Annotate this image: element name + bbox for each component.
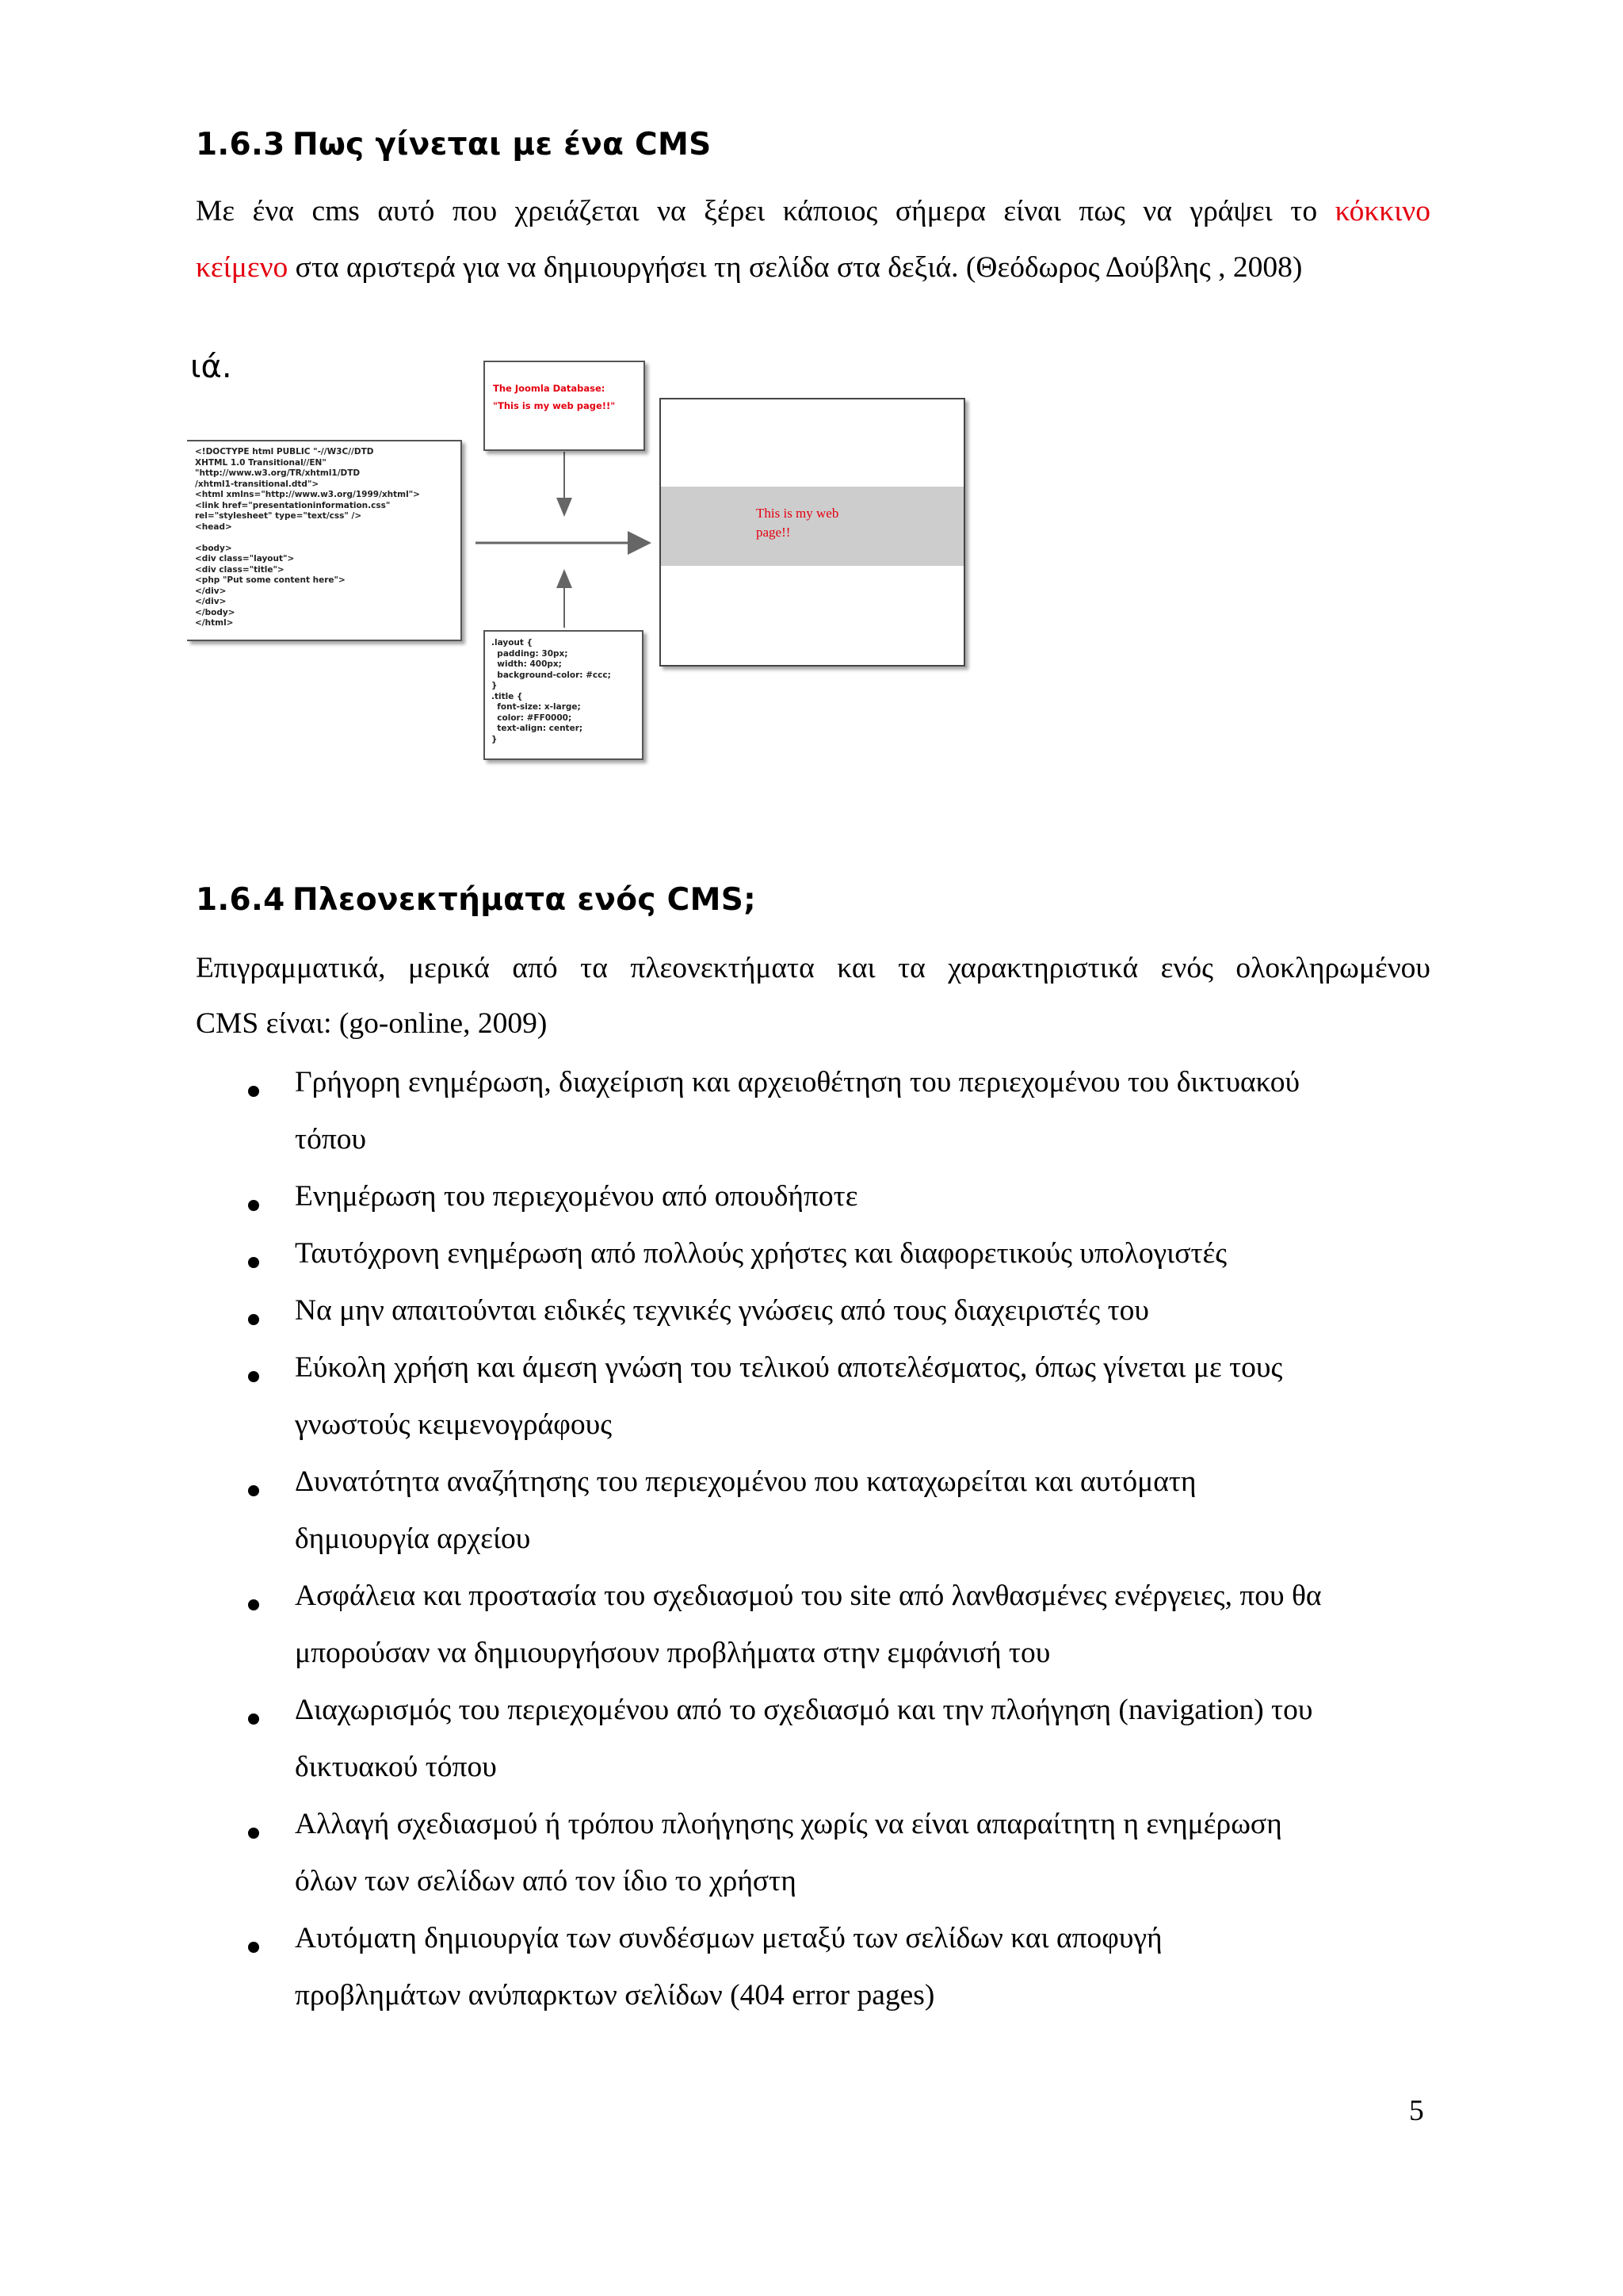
bullet-dot-icon bbox=[248, 1713, 259, 1725]
cms-diagram bbox=[190, 349, 975, 769]
list-item-text: γνωστούς κειμενογράφους bbox=[295, 1408, 613, 1441]
bullet-dot-icon bbox=[248, 1828, 259, 1839]
section2-intro-line2: CMS είναι: (go-online, 2009) bbox=[196, 1007, 548, 1040]
list-item-text: Ταυτόχρονη ενημέρωση από πολλούς χρήστες και διαφορετικούς υπολογιστές bbox=[295, 1237, 1228, 1270]
red-text-run: κόκκινο bbox=[1335, 195, 1430, 227]
rendered-output-line1: This is my web bbox=[756, 506, 839, 521]
html-code-tail: </div> </div> </body> </html> bbox=[195, 586, 235, 628]
section-number: 1.6.4 bbox=[196, 882, 285, 918]
list-item-text: Να μην απαιτούνται ειδικές τεχνικές γνώσεις από τους διαχειριστές του bbox=[295, 1294, 1149, 1327]
text-run: Με ένα cms αυτό που χρειάζεται να ξέρει κάποιος σήμερα είναι πως να γράψει το bbox=[196, 195, 1335, 227]
cropped-text-fragment: ιά. bbox=[190, 349, 232, 385]
html-code-text: <!DOCTYPE html PUBLIC "-//W3C//DTD XHTML 1.0 Transitional//EN" "http://www.w3.org/TR/xhtml1/DTD /xhtml1-transitional.dtd"> <html xmlns="http://www.w3.org/1999/xhtml"> <link href="presentationinformation.css" rel="stylesheet" type="text/css" /> <head> <body> <div class="layout"> <div class="title"> bbox=[195, 447, 420, 575]
list-item-text: Ενημέρωση του περιεχομένου από οπουδήποτε bbox=[295, 1180, 858, 1213]
list-item-text: δημιουργία αρχείου bbox=[295, 1522, 531, 1555]
section-number: 1.6.3 bbox=[196, 127, 285, 162]
right-arrow-icon bbox=[628, 531, 651, 555]
css-code-box bbox=[483, 630, 643, 760]
section-title: Πως γίνεται με ένα CMS bbox=[292, 127, 712, 162]
bullet-dot-icon bbox=[248, 1257, 259, 1268]
database-box bbox=[483, 361, 645, 451]
list-item-text: Δυνατότητα αναζήτησης του περιεχομένου που καταχωρείται και αυτόματη bbox=[295, 1465, 1197, 1498]
rendered-layout-band bbox=[661, 487, 964, 566]
database-label: The Joomla Database: bbox=[493, 383, 605, 394]
database-value: "This is my web page!!" bbox=[493, 400, 616, 411]
down-arrow-icon bbox=[556, 498, 572, 517]
bullet-dot-icon bbox=[248, 1371, 259, 1382]
bullet-dot-icon bbox=[248, 1942, 259, 1953]
bullet-dot-icon bbox=[248, 1200, 259, 1211]
list-item-text: τόπου bbox=[295, 1123, 367, 1156]
rendered-output-line2: page!! bbox=[756, 525, 791, 540]
section-heading-1-6-4 bbox=[196, 882, 756, 918]
up-arrow-icon bbox=[556, 569, 572, 588]
red-text-run: κείμενο bbox=[196, 251, 288, 284]
css-code-text: .layout { padding: 30px; width: 400px; background-color: #ccc; } .title { font-size: x-large; color: #FF0000; text-align: center; } bbox=[491, 638, 611, 744]
section2-intro-line1: Επιγραμματικά, μερικά από τα πλεονεκτήματα και τα χαρακτηριστικά ενός ολοκληρωμένου bbox=[196, 952, 1430, 984]
list-item-text: Αυτόματη δημιουργία των συνδέσμων μεταξύ των σελίδων και αποφυγή bbox=[295, 1922, 1163, 1954]
bullet-dot-icon bbox=[248, 1086, 259, 1097]
list-item-text: προβλημάτων ανύπαρκτων σελίδων (404 error pages) bbox=[295, 1979, 935, 2011]
section-heading-1-6-3 bbox=[196, 127, 711, 162]
list-item-text: όλων των σελίδων από τον ίδιο το χρήστη bbox=[295, 1865, 796, 1897]
bullet-dot-icon bbox=[248, 1485, 259, 1496]
list-item-text: μπορούσαν να δημιουργήσουν προβλήματα στην εμφάνισή του bbox=[295, 1637, 1051, 1669]
list-item-text: Γρήγορη ενημέρωση, διαχείριση και αρχειοθέτηση του περιεχομένου του δικτυακού bbox=[295, 1066, 1300, 1098]
bullet-dot-icon bbox=[248, 1599, 259, 1610]
section1-paragraph-line2 bbox=[196, 250, 1302, 285]
list-item-text: Ασφάλεια και προστασία του σχεδιασμού του site από λανθασμένες ενέργειες, που θα bbox=[295, 1580, 1322, 1612]
html-code-box bbox=[187, 440, 462, 641]
section1-paragraph-line1 bbox=[196, 194, 1430, 228]
list-item-text: Εύκολη χρήση και άμεση γνώση του τελικού αποτελέσματος, όπως γίνεται με τους bbox=[295, 1351, 1283, 1384]
list-item-text: δικτυακού τόπου bbox=[295, 1751, 497, 1783]
list-item-text: Αλλαγή σχεδιασμού ή τρόπου πλοήγησης χωρίς να είναι απαραίτητη η ενημέρωση bbox=[295, 1808, 1282, 1840]
php-placeholder-line: <php "Put some content here"> bbox=[195, 575, 346, 585]
section-title: Πλεονεκτήματα ενός CMS; bbox=[292, 882, 756, 918]
bullet-dot-icon bbox=[248, 1314, 259, 1325]
page-number: 5 bbox=[1409, 2095, 1424, 2127]
text-run: στα αριστερά για να δημιουργήσει τη σελίδα στα δεξιά. (Θεόδωρος Δούβλης , 2008) bbox=[288, 251, 1303, 284]
list-item-text: Διαχωρισμός του περιεχομένου από το σχεδιασμό και την πλοήγηση (navigation) του bbox=[295, 1694, 1313, 1726]
rendered-page-box bbox=[659, 398, 965, 667]
